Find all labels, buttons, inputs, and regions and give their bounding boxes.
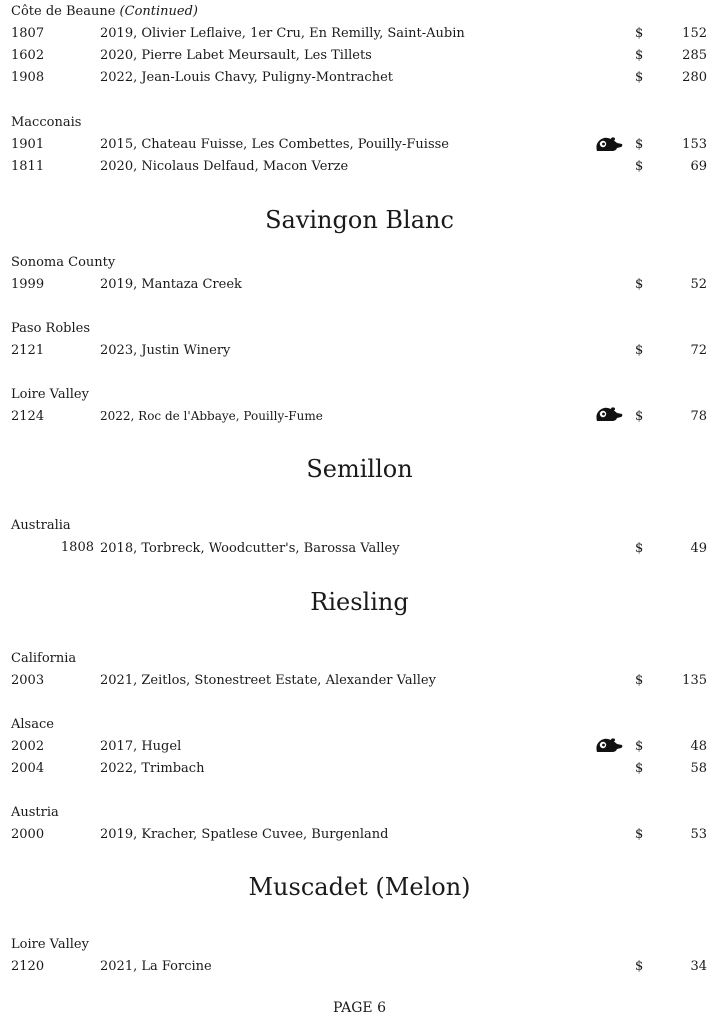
region-heading: Paso Robles (11, 321, 91, 336)
varietal-heading-muscadet: Muscadet (Melon) (248, 873, 471, 901)
varietal-heading-sauvignon-blanc: Savingon Blanc (265, 206, 454, 234)
region-heading: Loire Valley (11, 387, 89, 402)
wine-name: 2022, Jean-Louis Chavy, Puligny-Montrachet (100, 70, 393, 85)
wine-name: 2019, Olivier Leflaive, 1er Cru, En Remilly, Saint-Aubin (100, 26, 465, 41)
region-heading-macconais: Macconais (11, 115, 82, 130)
wine-name: 2020, Pierre Labet Meursault, Les Tillets (100, 48, 372, 63)
bin-number: 2003 (11, 673, 45, 688)
wine-name: 2018, Torbreck, Woodcutter's, Barossa Valley (100, 541, 400, 556)
bin-number: 1811 (11, 159, 45, 174)
wine-price: 58 (690, 761, 707, 776)
currency-symbol: $ (635, 48, 644, 63)
bin-number: 1808 (60, 540, 94, 555)
currency-symbol: $ (635, 541, 644, 556)
currency-symbol: $ (635, 673, 644, 688)
wine-price: 280 (682, 70, 707, 85)
currency-symbol: $ (635, 827, 644, 842)
bin-number: 2004 (11, 761, 45, 776)
region-label: Côte de Beaune (11, 4, 116, 19)
currency-symbol: $ (635, 343, 644, 358)
wine-name: 2021, Zeitlos, Stonestreet Estate, Alexander Valley (100, 673, 436, 688)
wine-price: 78 (690, 409, 707, 424)
bin-number: 1901 (11, 137, 45, 152)
wine-price: 135 (682, 673, 707, 688)
wine-name: 2020, Nicolaus Delfaud, Macon Verze (100, 159, 349, 174)
bin-number: 2002 (11, 739, 45, 754)
bin-number: 2124 (11, 409, 45, 424)
currency-symbol: $ (635, 959, 644, 974)
region-heading: California (11, 651, 77, 666)
wine-name: 2017, Hugel (100, 739, 182, 754)
currency-symbol: $ (635, 137, 644, 152)
wine-name: 2015, Chateau Fuisse, Les Combettes, Pouilly-Fuisse (100, 137, 449, 152)
wine-price: 53 (690, 827, 707, 842)
currency-symbol: $ (635, 159, 644, 174)
wine-price: 48 (690, 739, 707, 754)
region-heading: Sonoma County (11, 255, 116, 270)
varietal-heading-semillon: Semillon (306, 455, 413, 483)
page-number: PAGE 6 (332, 1000, 386, 1016)
currency-symbol: $ (635, 409, 644, 424)
wine-price: 34 (690, 959, 707, 974)
wine-name: 2022, Trimbach (100, 761, 205, 776)
bin-number: 1908 (11, 70, 45, 85)
wine-price: 52 (690, 277, 707, 292)
rodent-icon (594, 135, 624, 153)
currency-symbol: $ (635, 277, 644, 292)
wine-name: 2019, Kracher, Spatlese Cuvee, Burgenland (100, 827, 389, 842)
region-suffix: (Continued) (119, 4, 198, 19)
wine-price: 153 (682, 137, 707, 152)
region-heading: Alsace (11, 717, 54, 732)
region-heading: Loire Valley (11, 937, 89, 952)
varietal-heading-riesling: Riesling (310, 588, 409, 616)
currency-symbol: $ (635, 26, 644, 41)
bin-number: 1807 (11, 26, 45, 41)
wine-price: 49 (690, 541, 707, 556)
currency-symbol: $ (635, 739, 644, 754)
bin-number: 1602 (11, 48, 45, 63)
wine-name: 2022, Roc de l'Abbaye, Pouilly-Fume (100, 409, 323, 423)
wine-price: 152 (682, 26, 707, 41)
rodent-icon (594, 405, 624, 423)
bin-number: 2000 (11, 827, 45, 842)
region-heading: Austria (11, 805, 59, 820)
region-heading-cote-de-beaune (11, 4, 198, 19)
wine-name: 2019, Mantaza Creek (100, 277, 242, 292)
currency-symbol: $ (635, 70, 644, 85)
wine-price: 72 (690, 343, 707, 358)
bin-number: 1999 (11, 277, 45, 292)
bin-number: 2120 (11, 959, 45, 974)
rodent-icon (594, 736, 624, 754)
region-heading: Australia (11, 518, 71, 533)
wine-name: 2023, Justin Winery (100, 343, 231, 358)
currency-symbol: $ (635, 761, 644, 776)
wine-name: 2021, La Forcine (100, 959, 212, 974)
wine-price: 69 (690, 159, 707, 174)
bin-number: 2121 (11, 343, 45, 358)
wine-price: 285 (682, 48, 707, 63)
